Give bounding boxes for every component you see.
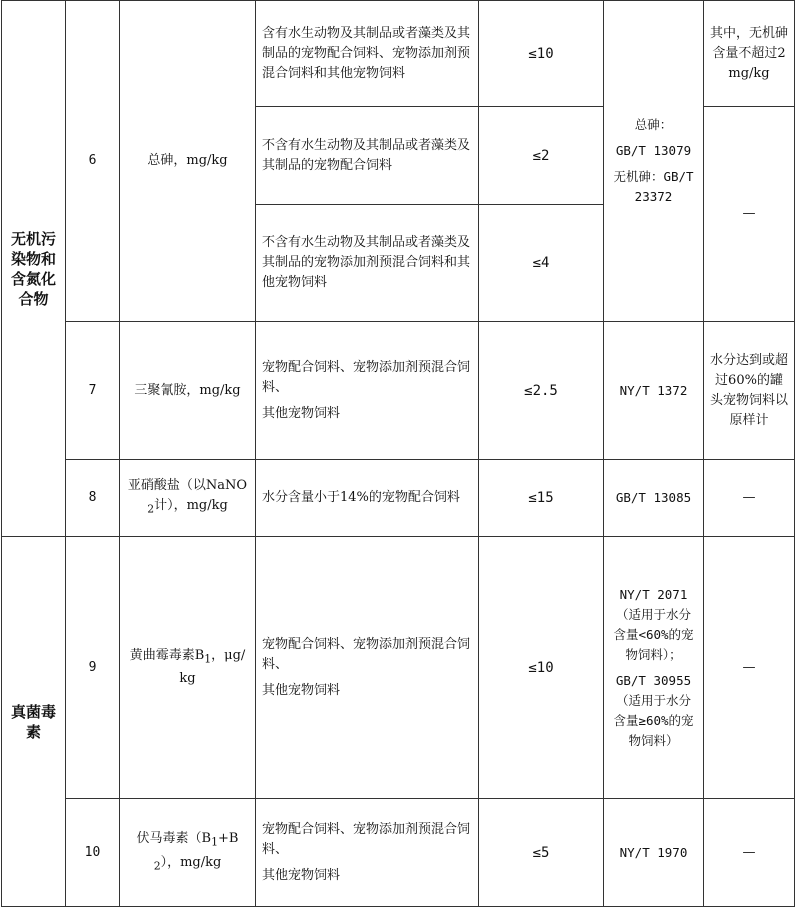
feed-line: 其他宠物饲料 [262,682,341,698]
feed-type: 水分含量小于14%的宠物配合饲料 [256,460,479,537]
feed-type [256,799,479,907]
method-line: GB/T 13079 [615,143,692,158]
remark: — [704,107,795,322]
item-text: 伏马毒素（B [136,830,212,846]
method-line: 总砷： [634,117,673,132]
item-name [120,537,256,799]
remark: — [704,537,795,799]
method-line: NY/T 2071（适用于水分含量<60%的宠物饲料）； [613,586,694,662]
item-text: 计），mg/kg [154,498,228,514]
row-number: 10 [66,799,120,907]
feed-type [256,322,479,460]
item-name: 三聚氰胺，mg/kg [120,322,256,460]
row-number: 8 [66,460,120,537]
row-number: 6 [66,1,120,322]
item-text: 亚硝酸盐（以NaNO [127,478,248,494]
category-cell: 真菌毒素 [2,537,66,907]
item-text: ），mg/kg [160,854,222,870]
subscript: 1 [211,835,218,849]
category-cell: 无机污染物和含氮化合物 [2,1,66,537]
feed-line: 宠物配合饲料、宠物添加剂预混合饲料、 [262,821,471,857]
feed-type: 含有水生动物及其制品或者藻类及其制品的宠物配合饲料、宠物添加剂预混合饲料和其他宠物饲料 [256,1,479,107]
item-text: ，μg/kg [179,647,246,687]
item-name [120,799,256,907]
limit-value: ≤2.5 [479,322,604,460]
row-number: 9 [66,537,120,799]
subscript: 2 [153,859,161,873]
remark: — [704,799,795,907]
method-line: 无机砷：GB/T 23372 [613,169,694,204]
subscript: 1 [204,652,212,666]
feed-type: 不含有水生动物及其制品或者藻类及其制品的宠物添加剂预混合饲料和其他宠物饲料 [256,205,479,322]
item-name: 总砷，mg/kg [120,1,256,322]
remark: 其中，无机砷含量不超过2 mg/kg [704,1,795,107]
feed-line: 其他宠物饲料 [262,867,341,883]
limit-value: ≤10 [479,537,604,799]
table-row [2,1,795,107]
row-number: 7 [66,322,120,460]
test-method: NY/T 1372 [604,322,704,460]
limit-value: ≤10 [479,1,604,107]
table-row [2,537,795,799]
test-method [604,537,704,799]
limit-value: ≤15 [479,460,604,537]
item-name [120,460,256,537]
feed-line: 宠物配合饲料、宠物添加剂预混合饲料、 [262,636,471,672]
feed-line: 其他宠物饲料 [262,405,341,421]
method-line: GB/T 30955（适用于水分含量≥60%的宠物饲料） [613,672,694,748]
table-row [2,799,795,907]
item-text: +B [218,830,239,846]
remark: 水分达到或超过60%的罐头宠物饲料以原样计 [704,322,795,460]
feed-line: 宠物配合饲料、宠物添加剂预混合饲料、 [262,359,471,395]
test-method: NY/T 1970 [604,799,704,907]
limit-value: ≤2 [479,107,604,205]
limit-value: ≤5 [479,799,604,907]
standards-table [1,0,795,907]
table-row [2,460,795,537]
feed-type [256,537,479,799]
test-method: GB/T 13085 [604,460,704,537]
limit-value: ≤4 [479,205,604,322]
feed-type: 不含有水生动物及其制品或者藻类及其制品的宠物配合饲料 [256,107,479,205]
test-method [604,1,704,322]
table-row [2,322,795,460]
item-text: 黄曲霉毒素B [129,647,205,663]
remark: — [704,460,795,537]
subscript: 2 [147,502,155,516]
